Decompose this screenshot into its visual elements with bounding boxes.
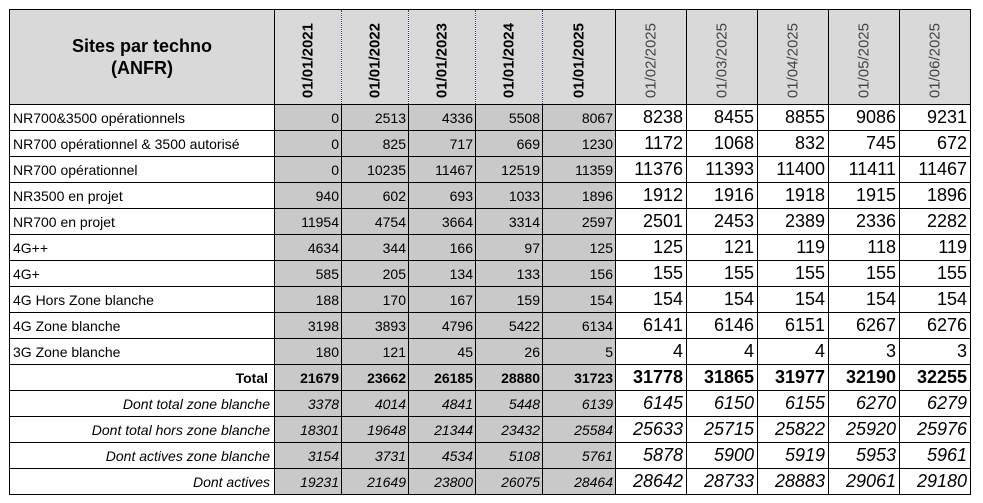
value-cell: 4014 <box>342 391 409 417</box>
value-cell: 125 <box>543 235 616 261</box>
value-cell: 1068 <box>687 131 758 157</box>
value-cell: 1896 <box>543 183 616 209</box>
value-cell: 0 <box>275 105 342 131</box>
table-row <box>10 287 971 313</box>
value-cell: 154 <box>900 287 971 313</box>
value-cell: 6151 <box>758 313 829 339</box>
value-cell: 6276 <box>900 313 971 339</box>
value-cell: 21344 <box>409 417 476 443</box>
value-cell: 21679 <box>275 365 342 391</box>
value-cell: 26185 <box>409 365 476 391</box>
value-cell: 25633 <box>616 417 687 443</box>
value-cell: 602 <box>342 183 409 209</box>
value-cell: 134 <box>409 261 476 287</box>
table-row <box>10 313 971 339</box>
value-cell: 1915 <box>829 183 900 209</box>
value-cell: 3154 <box>275 443 342 469</box>
date-header <box>687 10 758 105</box>
table-row <box>10 417 971 443</box>
value-cell: 825 <box>342 131 409 157</box>
table-row <box>10 365 971 391</box>
value-cell: 4796 <box>409 313 476 339</box>
value-cell: 5953 <box>829 443 900 469</box>
value-cell: 23800 <box>409 469 476 495</box>
value-cell: 1172 <box>616 131 687 157</box>
row-label: NR700 opérationnel & 3500 autorisé <box>10 131 275 157</box>
value-cell: 2501 <box>616 209 687 235</box>
value-cell: 125 <box>616 235 687 261</box>
value-cell: 155 <box>829 261 900 287</box>
value-cell: 154 <box>758 287 829 313</box>
date-header <box>409 10 476 105</box>
value-cell: 11359 <box>543 157 616 183</box>
value-cell: 10235 <box>342 157 409 183</box>
table-row <box>10 183 971 209</box>
value-cell: 154 <box>687 287 758 313</box>
value-cell: 6150 <box>687 391 758 417</box>
value-cell: 11954 <box>275 209 342 235</box>
value-cell: 159 <box>476 287 543 313</box>
value-cell: 180 <box>275 339 342 365</box>
value-cell: 97 <box>476 235 543 261</box>
date-header <box>900 10 971 105</box>
value-cell: 5448 <box>476 391 543 417</box>
value-cell: 1916 <box>687 183 758 209</box>
table-row <box>10 235 971 261</box>
value-cell: 26075 <box>476 469 543 495</box>
value-cell: 156 <box>543 261 616 287</box>
table-title-line1: Sites par techno <box>71 36 213 56</box>
value-cell: 25976 <box>900 417 971 443</box>
row-label: Total <box>10 365 275 391</box>
value-cell: 28642 <box>616 469 687 495</box>
value-cell: 18301 <box>275 417 342 443</box>
value-cell: 6279 <box>900 391 971 417</box>
value-cell: 119 <box>758 235 829 261</box>
table-row <box>10 209 971 235</box>
table-row <box>10 443 971 469</box>
value-cell: 3664 <box>409 209 476 235</box>
value-cell: 155 <box>687 261 758 287</box>
value-cell: 11400 <box>758 157 829 183</box>
value-cell: 3 <box>829 339 900 365</box>
value-cell: 25715 <box>687 417 758 443</box>
value-cell: 8067 <box>543 105 616 131</box>
value-cell: 2336 <box>829 209 900 235</box>
value-cell: 669 <box>476 131 543 157</box>
table-row <box>10 131 971 157</box>
value-cell: 1896 <box>900 183 971 209</box>
row-label: Dont total hors zone blanche <box>10 417 275 443</box>
value-cell: 12519 <box>476 157 543 183</box>
value-cell: 154 <box>829 287 900 313</box>
value-cell: 672 <box>900 131 971 157</box>
table-row <box>10 469 971 495</box>
value-cell: 0 <box>275 131 342 157</box>
value-cell: 21649 <box>342 469 409 495</box>
value-cell: 3 <box>900 339 971 365</box>
row-label: 4G Zone blanche <box>10 313 275 339</box>
value-cell: 31778 <box>616 365 687 391</box>
value-cell: 4 <box>758 339 829 365</box>
value-cell: 1230 <box>543 131 616 157</box>
value-cell: 1912 <box>616 183 687 209</box>
value-cell: 3731 <box>342 443 409 469</box>
row-label: Dont total zone blanche <box>10 391 275 417</box>
value-cell: 5961 <box>900 443 971 469</box>
value-cell: 6146 <box>687 313 758 339</box>
table-row <box>10 339 971 365</box>
date-header-label: 01/01/2025 <box>570 22 588 98</box>
date-header <box>275 10 342 105</box>
value-cell: 28464 <box>543 469 616 495</box>
value-cell: 154 <box>616 287 687 313</box>
date-header-label: 01/05/2025 <box>855 22 873 98</box>
value-cell: 3893 <box>342 313 409 339</box>
value-cell: 25584 <box>543 417 616 443</box>
value-cell: 11467 <box>900 157 971 183</box>
value-cell: 344 <box>342 235 409 261</box>
value-cell: 31723 <box>543 365 616 391</box>
table-title-line2: (ANFR) <box>111 58 173 78</box>
value-cell: 940 <box>275 183 342 209</box>
value-cell: 119 <box>900 235 971 261</box>
value-cell: 29061 <box>829 469 900 495</box>
value-cell: 5900 <box>687 443 758 469</box>
row-label: Dont actives zone blanche <box>10 443 275 469</box>
value-cell: 832 <box>758 131 829 157</box>
value-cell: 3378 <box>275 391 342 417</box>
value-cell: 9231 <box>900 105 971 131</box>
value-cell: 11467 <box>409 157 476 183</box>
table-row <box>10 105 971 131</box>
value-cell: 5422 <box>476 313 543 339</box>
value-cell: 170 <box>342 287 409 313</box>
date-header-label: 01/01/2023 <box>433 22 451 98</box>
value-cell: 19648 <box>342 417 409 443</box>
date-header-label: 01/01/2022 <box>366 22 384 98</box>
value-cell: 6270 <box>829 391 900 417</box>
value-cell: 121 <box>342 339 409 365</box>
table-row <box>10 391 971 417</box>
value-cell: 19231 <box>275 469 342 495</box>
value-cell: 2513 <box>342 105 409 131</box>
date-header-label: 01/03/2025 <box>713 22 731 98</box>
value-cell: 154 <box>543 287 616 313</box>
value-cell: 5878 <box>616 443 687 469</box>
date-header-label: 01/01/2024 <box>500 22 518 98</box>
value-cell: 133 <box>476 261 543 287</box>
value-cell: 1918 <box>758 183 829 209</box>
value-cell: 3314 <box>476 209 543 235</box>
date-header <box>829 10 900 105</box>
date-header <box>616 10 687 105</box>
row-label: NR3500 en projet <box>10 183 275 209</box>
value-cell: 11393 <box>687 157 758 183</box>
date-header <box>476 10 543 105</box>
sites-par-techno-table <box>9 9 971 495</box>
value-cell: 4754 <box>342 209 409 235</box>
value-cell: 2389 <box>758 209 829 235</box>
value-cell: 32255 <box>900 365 971 391</box>
value-cell: 8455 <box>687 105 758 131</box>
value-cell: 4336 <box>409 105 476 131</box>
value-cell: 4 <box>687 339 758 365</box>
value-cell: 26 <box>476 339 543 365</box>
date-header <box>342 10 409 105</box>
value-cell: 0 <box>275 157 342 183</box>
row-label: NR700 opérationnel <box>10 157 275 183</box>
value-cell: 121 <box>687 235 758 261</box>
value-cell: 205 <box>342 261 409 287</box>
value-cell: 28733 <box>687 469 758 495</box>
value-cell: 155 <box>616 261 687 287</box>
value-cell: 31977 <box>758 365 829 391</box>
value-cell: 4534 <box>409 443 476 469</box>
value-cell: 11376 <box>616 157 687 183</box>
value-cell: 11411 <box>829 157 900 183</box>
value-cell: 25822 <box>758 417 829 443</box>
value-cell: 6145 <box>616 391 687 417</box>
value-cell: 5761 <box>543 443 616 469</box>
value-cell: 2282 <box>900 209 971 235</box>
value-cell: 6134 <box>543 313 616 339</box>
value-cell: 6267 <box>829 313 900 339</box>
value-cell: 8855 <box>758 105 829 131</box>
value-cell: 9086 <box>829 105 900 131</box>
row-label: 3G Zone blanche <box>10 339 275 365</box>
value-cell: 155 <box>900 261 971 287</box>
value-cell: 4 <box>616 339 687 365</box>
value-cell: 8238 <box>616 105 687 131</box>
row-label: NR700&3500 opérationnels <box>10 105 275 131</box>
value-cell: 167 <box>409 287 476 313</box>
value-cell: 23662 <box>342 365 409 391</box>
value-cell: 2453 <box>687 209 758 235</box>
value-cell: 32190 <box>829 365 900 391</box>
row-label: 4G+ <box>10 261 275 287</box>
value-cell: 2597 <box>543 209 616 235</box>
date-header <box>543 10 616 105</box>
value-cell: 23432 <box>476 417 543 443</box>
value-cell: 745 <box>829 131 900 157</box>
value-cell: 28880 <box>476 365 543 391</box>
value-cell: 1033 <box>476 183 543 209</box>
value-cell: 6141 <box>616 313 687 339</box>
row-label: NR700 en projet <box>10 209 275 235</box>
date-header-label: 01/04/2025 <box>784 22 802 98</box>
value-cell: 118 <box>829 235 900 261</box>
value-cell: 28883 <box>758 469 829 495</box>
date-header-label: 01/06/2025 <box>926 22 944 98</box>
value-cell: 5508 <box>476 105 543 131</box>
date-header-label: 01/01/2021 <box>299 22 317 98</box>
value-cell: 717 <box>409 131 476 157</box>
row-label: 4G++ <box>10 235 275 261</box>
value-cell: 5919 <box>758 443 829 469</box>
value-cell: 6155 <box>758 391 829 417</box>
value-cell: 6139 <box>543 391 616 417</box>
row-label: 4G Hors Zone blanche <box>10 287 275 313</box>
value-cell: 45 <box>409 339 476 365</box>
value-cell: 29180 <box>900 469 971 495</box>
value-cell: 5 <box>543 339 616 365</box>
value-cell: 5108 <box>476 443 543 469</box>
value-cell: 4841 <box>409 391 476 417</box>
table-title <box>10 10 275 105</box>
value-cell: 4634 <box>275 235 342 261</box>
table-row <box>10 261 971 287</box>
date-header <box>758 10 829 105</box>
table-row <box>10 157 971 183</box>
date-header-label: 01/02/2025 <box>642 22 660 98</box>
value-cell: 31865 <box>687 365 758 391</box>
value-cell: 155 <box>758 261 829 287</box>
value-cell: 188 <box>275 287 342 313</box>
value-cell: 25920 <box>829 417 900 443</box>
row-label: Dont actives <box>10 469 275 495</box>
value-cell: 585 <box>275 261 342 287</box>
value-cell: 166 <box>409 235 476 261</box>
value-cell: 3198 <box>275 313 342 339</box>
value-cell: 693 <box>409 183 476 209</box>
